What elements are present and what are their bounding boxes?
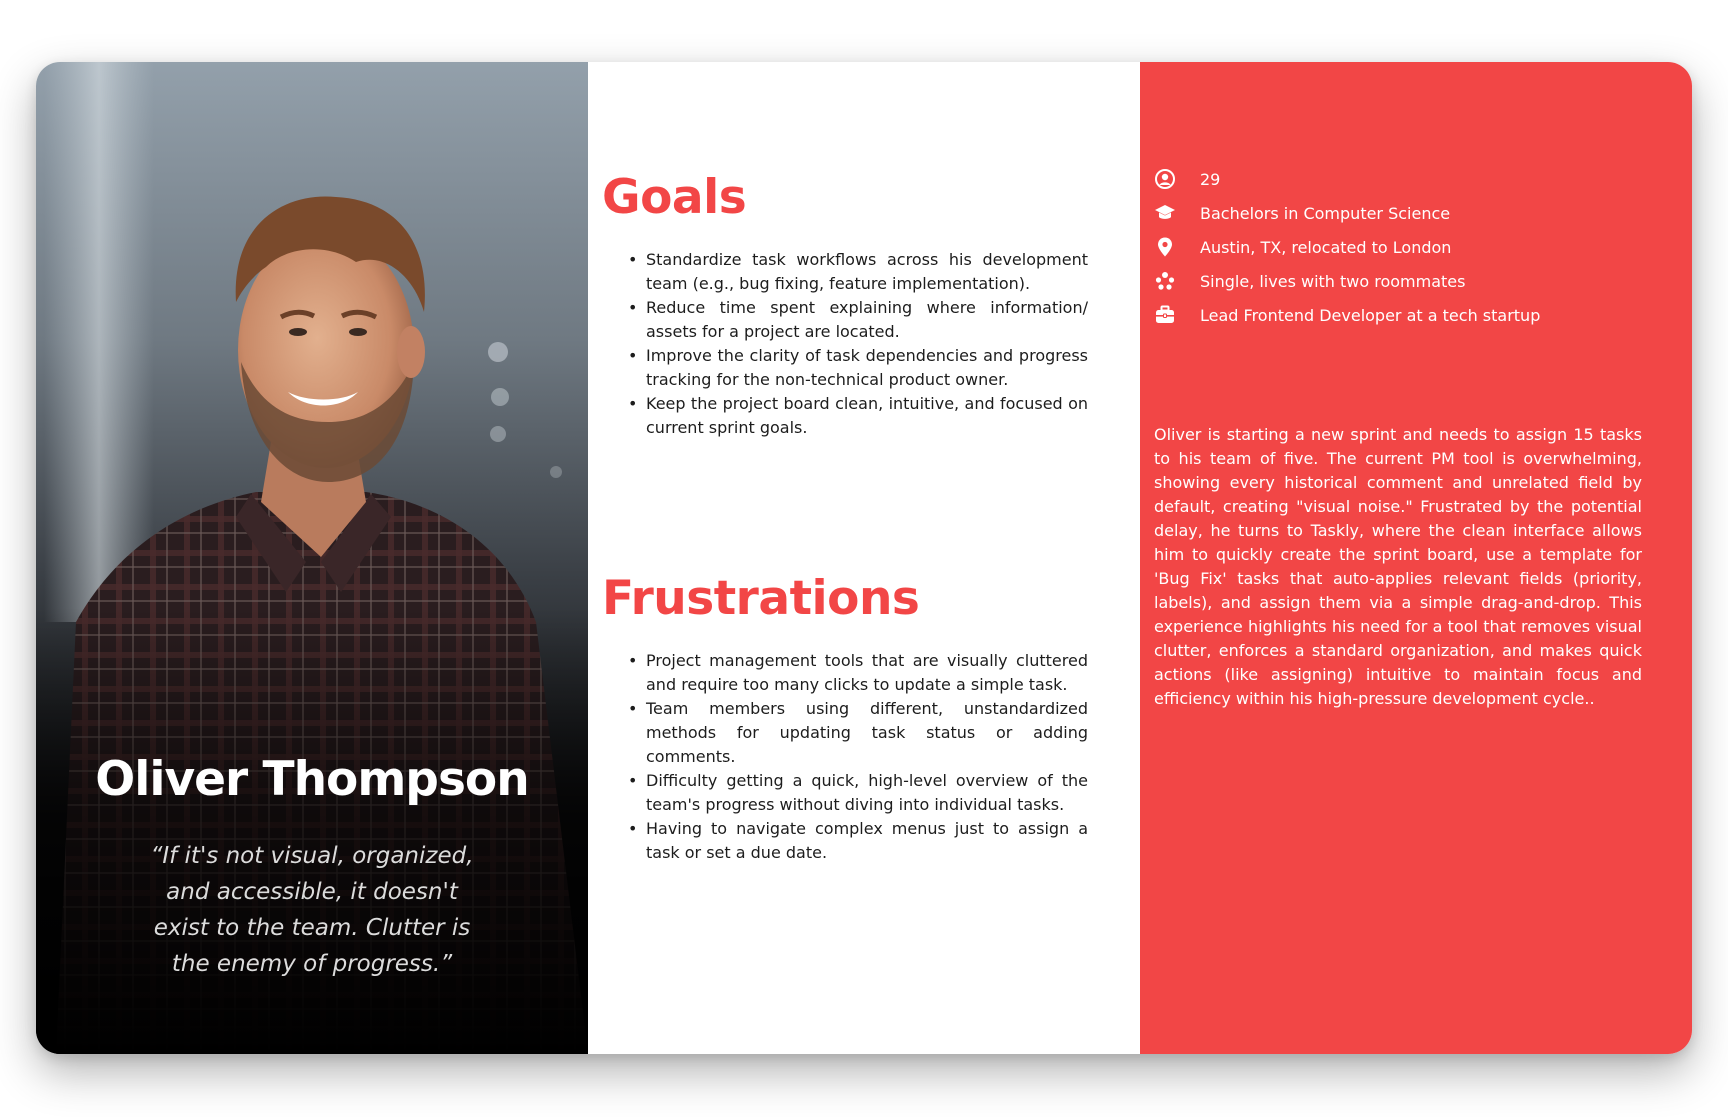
fact-location (1154, 230, 1540, 264)
scenario-text: Oliver is starting a new sprint and needs to assign 15 tasks to his team of five. The current PM tool is overwhelming, showing every historical comment and unrelated field by default, creating "visual noise." Frustrated by the potential delay, he turns to Taskly, where the clean interface allows him to quickly create the sprint board, use a template for 'Bug Fix' tasks that auto-applies relevant fields (priority, labels), and assign them via a simple drag-and-drop. This experience highlights his need for a tool that removes visual clutter, enforces a standard organization, and makes quick actions (like assigning) intuitive to maintain focus and efficiency within his high-pressure development cycle.. (1154, 425, 1642, 708)
fact-text: 29 (1200, 169, 1221, 189)
goals-title: Goals (602, 170, 747, 225)
graduation-cap-icon (1154, 202, 1176, 224)
frustration-item: • Project management tools that are visually cluttered and require too many clicks to update a simple task. (628, 651, 1088, 694)
goals-list (626, 248, 1088, 440)
fact-text: Lead Frontend Developer at a tech startup (1200, 305, 1541, 325)
frustration-item: • Difficulty getting a quick, high-level overview of the team's progress without diving into individual tasks. (628, 771, 1088, 814)
fact-education (1154, 196, 1540, 230)
goal-item: • Standardize task workflows across his development team (e.g., bug fixing, feature implementation). (628, 250, 1088, 293)
frustration-item: • Having to navigate complex menus just to assign a task or set a due date. (628, 819, 1088, 862)
fact-occupation (1154, 298, 1540, 332)
fact-text: Austin, TX, relocated to London (1200, 237, 1452, 257)
persona-photo-panel (36, 62, 588, 1054)
user-circle-icon (1154, 168, 1176, 190)
frustrations-list (626, 649, 1088, 865)
goal-item: • Improve the clarity of task dependencies and progress tracking for the non-technical product owner. (628, 346, 1088, 389)
people-group-icon (1154, 270, 1176, 292)
fact-text: Bachelors in Computer Science (1200, 203, 1451, 223)
goal-item: • Keep the project board clean, intuitive, and focused on current sprint goals. (628, 394, 1088, 437)
persona-quote: “If it's not visual, organized, and accessible, it doesn't exist to the team. Clutter is the enemy of progress.” (150, 843, 474, 977)
fact-living (1154, 264, 1540, 298)
frustrations-title: Frustrations (602, 571, 920, 626)
location-pin-icon (1154, 236, 1176, 258)
briefcase-icon (1154, 304, 1176, 326)
frustration-item: • Team members using different, unstandardized methods for updating task status or adding comments. (628, 699, 1088, 766)
fact-age (1154, 162, 1540, 196)
persona-facts (1154, 162, 1540, 332)
goal-item: • Reduce time spent explaining where information/ assets for a project are located. (628, 298, 1088, 341)
fact-text: Single, lives with two roommates (1200, 271, 1466, 291)
persona-name: Oliver Thompson (95, 752, 529, 807)
